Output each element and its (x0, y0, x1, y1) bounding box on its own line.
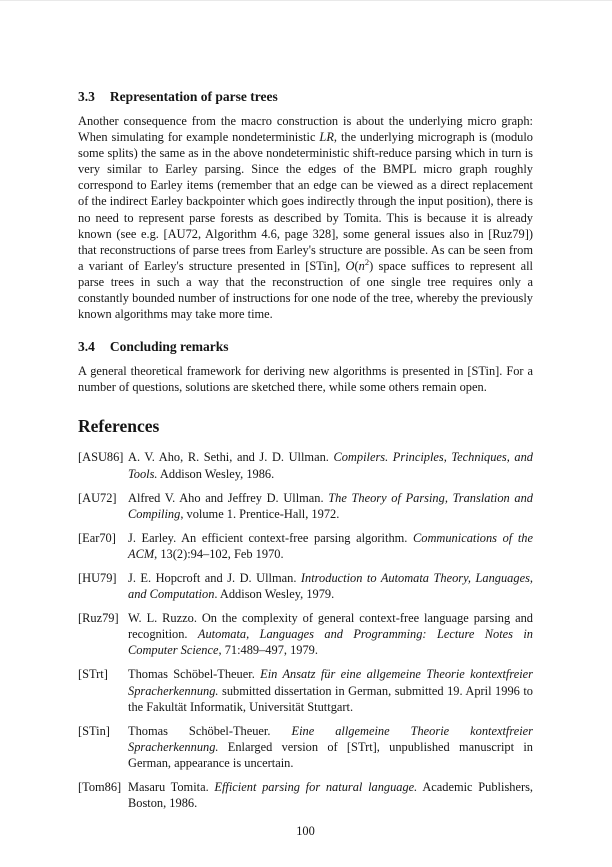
section-3-3-paragraph: Another consequence from the macro construction is about the underlying micro graph: When simulating for example nondeterministic LR, the underlying micrograph is (modulo some splits) the same as in the above nondeterministic shift-reduce parsing which in turn is very similar to Earley parsing. Since the edges of the BMPL micro graph roughly correspond to Earley items (remember that an edge can be viewed as a direct replacement of the indirect Earley backpointer which goes indirectly through the input position), there is no need to represent parse forests as described by Tomita. This is because it is already known (see e.g. [AU72, Algorithm 4.6, page 328], some general issues also in [Ruz79]) that reconstructions of parse trees from Earley's structure are possible. As can be seen from a variant of Earley's structure presented in [STin], $O(n^2)$ space suffices to represent all parse trees in such a way that the reconstruction of one single tree requires only a constantly bounded number of instructions for one node of the tree, whereby the previously known algorithms may take more time. (78, 114, 533, 322)
reference-entry-au72 (78, 490, 533, 522)
reference-text: Thomas Schöbel-Theuer. Eine allgemeine Theorie kontextfreier Spracherkennung. Enlarged version of [STrt], unpublished manuscript in German, appearance is uncertain. (128, 723, 533, 770)
section-3-4-heading (78, 339, 533, 355)
reference-label: [STin] (78, 723, 110, 738)
reference-label: [Ear70] (78, 530, 116, 545)
references-heading: References (78, 416, 160, 437)
reference-text: Thomas Schöbel-Theuer. Ein Ansatz für eine allgemeine Theorie kontextfreier Spracherkennung. submitted dissertation in German, submitted 19. April 1996 to the Fakultät Informatik, Universität Stuttgart. (128, 667, 533, 714)
reference-text: A. V. Aho, R. Sethi, and J. D. Ullman. Compilers. Principles, Techniques, and Tools. Addison Wesley, 1986. (128, 450, 534, 481)
reference-entry-asu86 (78, 449, 533, 481)
reference-text: Alfred V. Aho and Jeffrey D. Ullman. The Theory of Parsing, Translation and Compiling, volume 1. Prentice-Hall, 1972. (128, 490, 533, 521)
reference-text: W. L. Ruzzo. On the complexity of general context-free language parsing and recognition. Automata, Languages and Programming: Lecture Notes in Computer Science, 71:489–497, 1979. (128, 611, 533, 658)
reference-text: J. Earley. An efficient context-free parsing algorithm. Communications of the ACM, 13(2):94–102, Feb 1970. (128, 530, 533, 561)
section-3-4-title: Concluding remarks (109, 339, 229, 355)
references-list (78, 449, 533, 811)
reference-entry-stin (78, 723, 533, 771)
reference-label: [AU72] (78, 490, 117, 505)
reference-label: [HU79] (78, 570, 117, 585)
reference-entry-hu79 (78, 570, 533, 602)
page-number: 100 (296, 824, 315, 839)
section-3-3-number: 3.3 (78, 89, 95, 104)
reference-text: J. E. Hopcroft and J. D. Ullman. Introduction to Automata Theory, Languages, and Computation. Addison Wesley, 1979. (128, 570, 533, 602)
reference-label: [Ruz79] (78, 611, 119, 626)
section-3-3-heading (78, 89, 533, 105)
reference-entry-ear70 (78, 530, 533, 562)
section-3-3-title: Representation of parse trees (109, 89, 278, 104)
reference-label: [STrt] (78, 667, 108, 682)
reference-entry-ruz79 (78, 610, 533, 658)
section-3-4-paragraph: A general theoretical framework for deriving new algorithms is presented in [STin]. For a number of questions, solutions are sketched there, while some others remain open. (78, 364, 533, 395)
reference-label: [Tom86] (78, 780, 122, 794)
reference-text: Masaru Tomita. Efficient parsing for natural language. Academic Publishers, Boston, 1986. (128, 780, 534, 811)
reference-entry-tom86 (78, 779, 533, 811)
reference-entry-strt (78, 666, 533, 714)
section-3-4-number: 3.4 (78, 339, 95, 355)
reference-label: [ASU86] (78, 450, 124, 465)
